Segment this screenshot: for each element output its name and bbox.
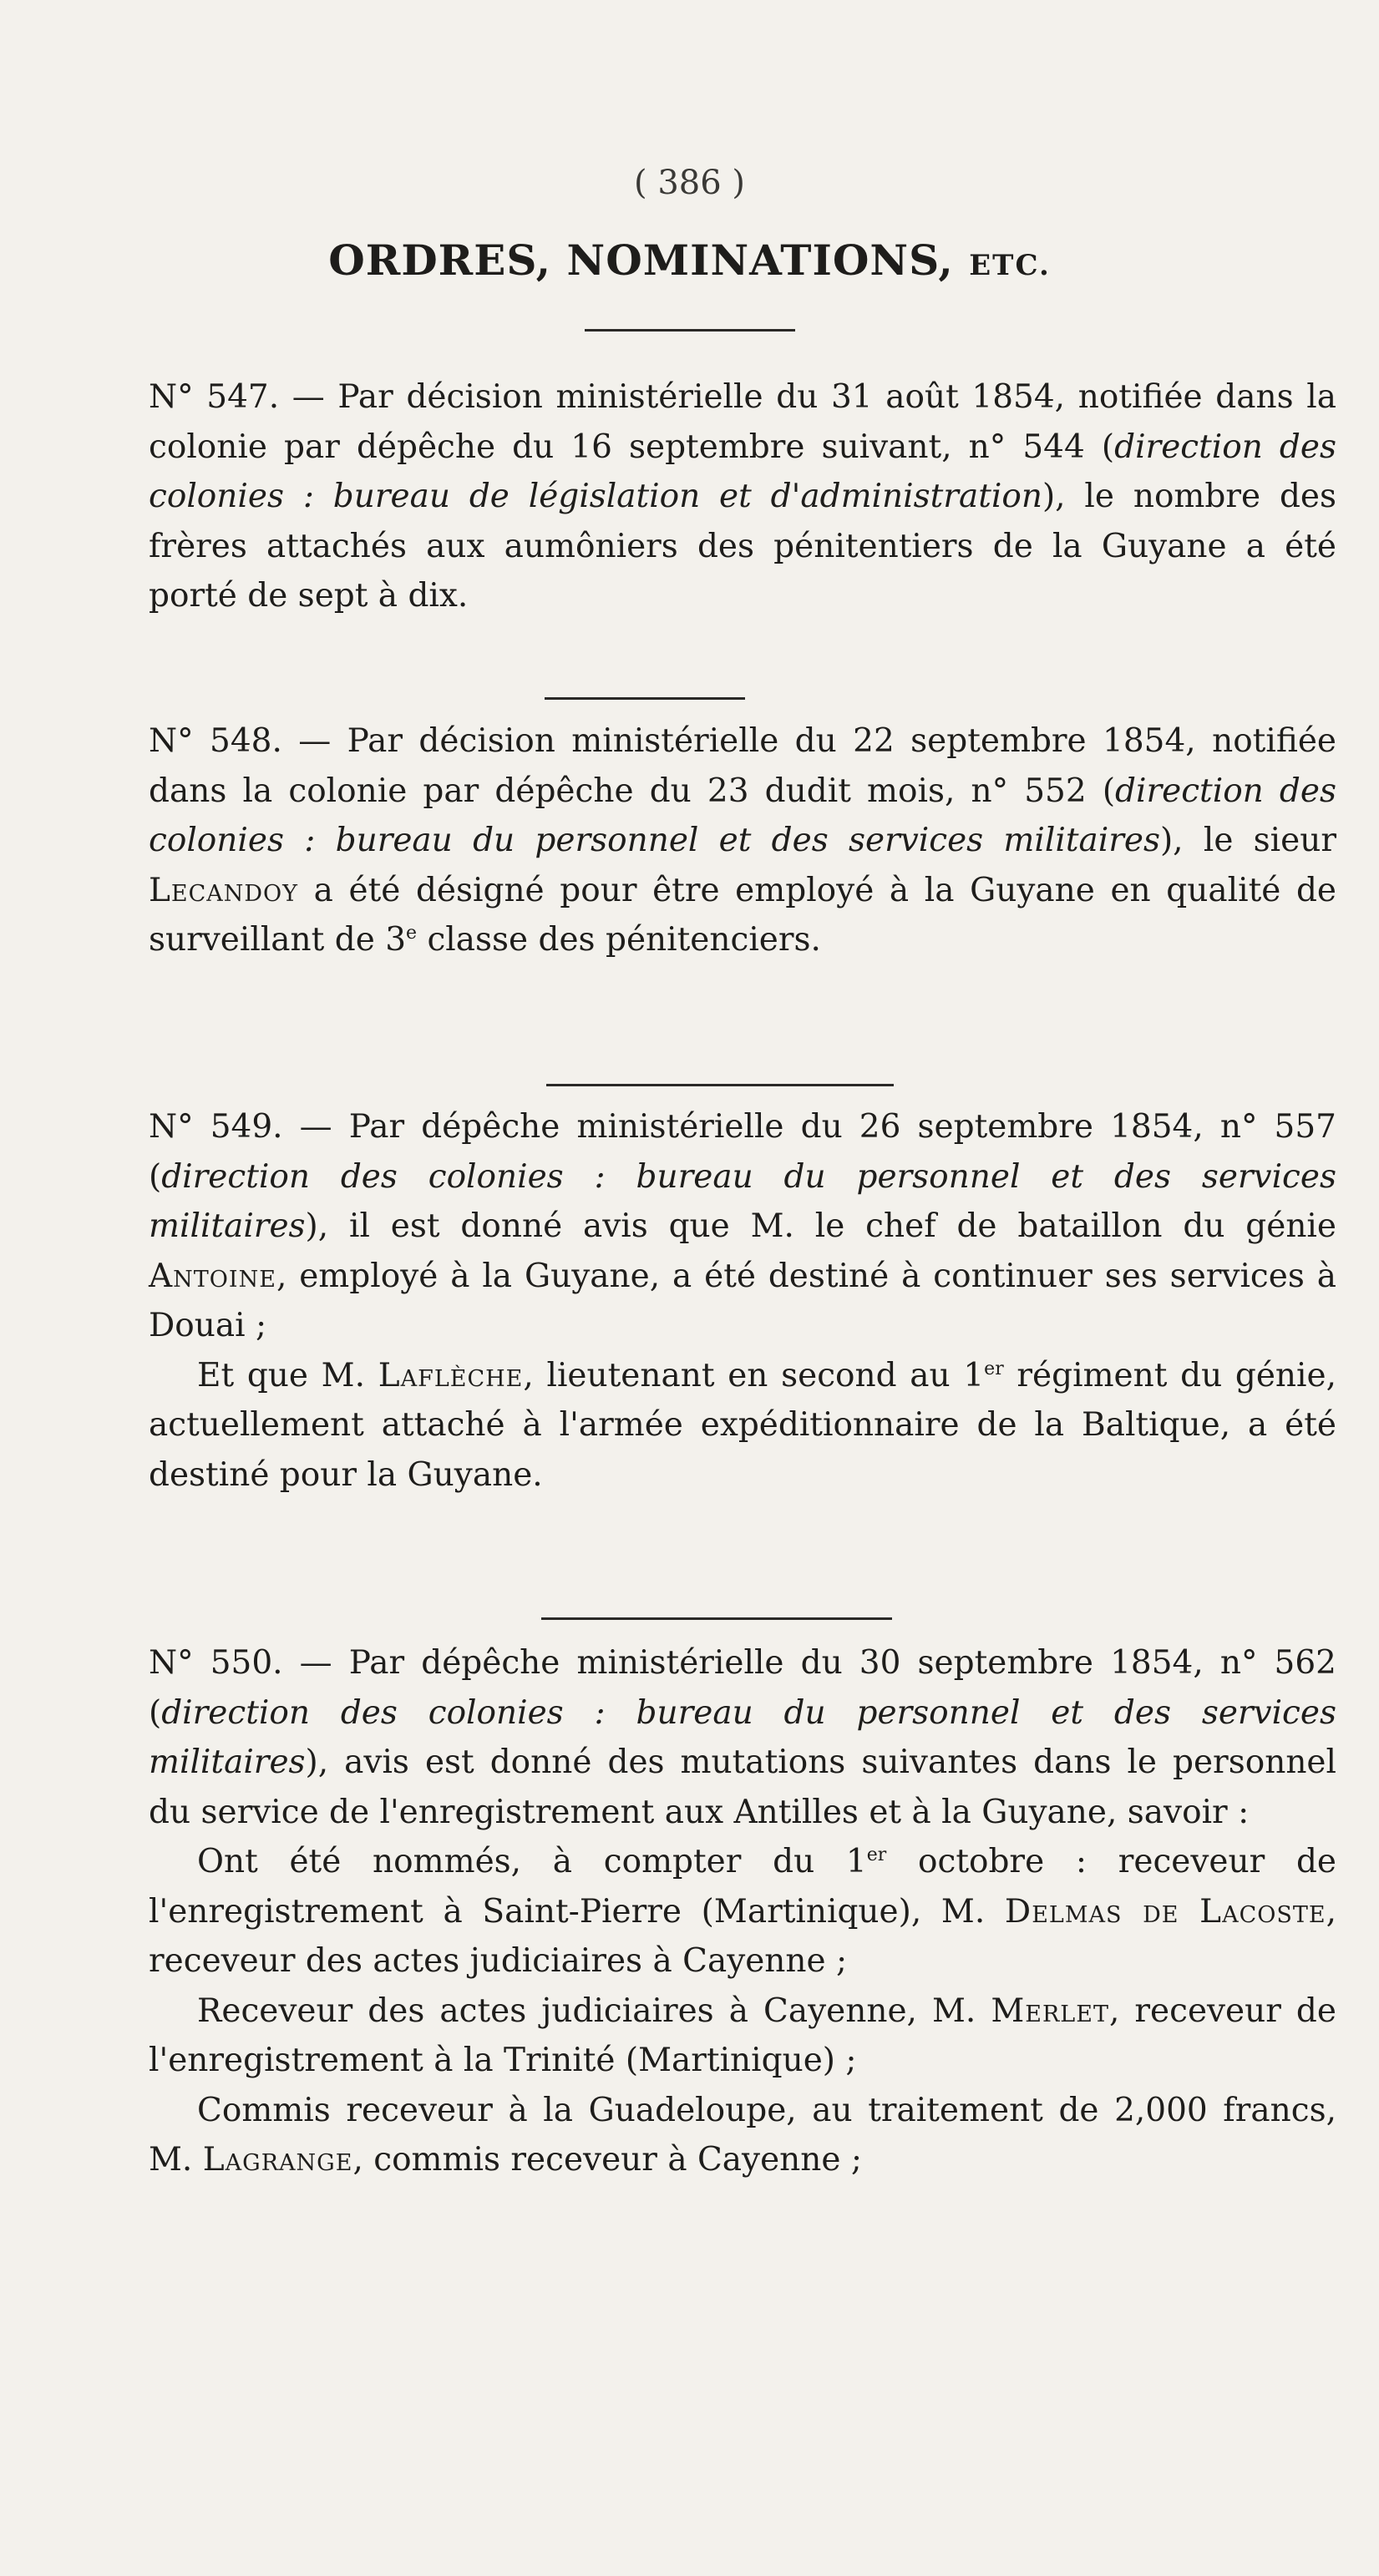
- separator-rule: [545, 697, 745, 700]
- text-run: ), le sieur: [1159, 822, 1336, 859]
- page-number: ( 386 ): [634, 164, 745, 202]
- text-run: , receveur de l'enregistrement à la Trinité (Martinique) ;: [149, 1991, 1336, 2079]
- person-name: Delmas de Lacoste: [1004, 1892, 1326, 1931]
- text-run: Receveur des actes judiciaires à Cayenne, M.: [197, 1991, 991, 2030]
- continuation-paragraph: [149, 1351, 1336, 1501]
- person-name: Lagrange: [202, 2141, 353, 2179]
- text-run: classe des pénitenciers.: [417, 921, 821, 959]
- direction-reference: direction des colonies : bureau du personnel et des services militaires: [149, 1157, 1336, 1245]
- text-run: N° 547. — Par décision ministérielle du 31 août 1854, notifiée dans la colonie par dépêche du 16 septembre suivant, n° 544 (: [149, 378, 1336, 466]
- direction-reference: direction des colonies : bureau du personnel et des services militaires: [149, 772, 1336, 859]
- text-run: ), avis est donné des mutations suivantes dans le personnel du service de l'enregistrement aux Antilles et à la Guyane, savoir :: [149, 1743, 1336, 1831]
- text-run: , employé à la Guyane, a été destiné à continuer ses services à Douai ;: [149, 1257, 1336, 1344]
- entry-paragraph: [149, 1102, 1336, 1351]
- section-heading: [0, 235, 1379, 285]
- ordinal-suffix: er: [984, 1358, 1004, 1379]
- entry-548: [149, 716, 1336, 965]
- continuation-paragraph: [149, 2086, 1336, 2185]
- direction-reference: direction des colonies : bureau du personnel et des services militaires: [149, 1693, 1336, 1781]
- text-run: N° 549. — Par dépêche ministérielle du 26 septembre 1854, n° 557 (: [149, 1108, 1336, 1196]
- continuation-paragraph: [149, 1837, 1336, 1986]
- text-run: ), le nombre des frères attachés aux aumôniers des pénitentiers de la Guyane a été porté de sept à dix.: [149, 478, 1337, 615]
- text-run: octobre : receveur de l'enregistrement à Saint-Pierre (Martinique), M.: [149, 1843, 1336, 1931]
- person-name: Merlet: [991, 1991, 1109, 2030]
- text-run: ), il est donné avis que M. le chef de bataillon du génie: [305, 1207, 1336, 1245]
- text-run: a été désigné pour être employé à la Guyane en qualité de surveillant de 3: [149, 871, 1336, 959]
- person-name: Lecandoy: [149, 871, 298, 909]
- person-name: Antoine: [149, 1257, 276, 1295]
- separator-rule: [541, 1617, 892, 1620]
- direction-reference: direction des colonies : bureau de législation et d'administration: [149, 428, 1336, 515]
- text-run: N° 548. — Par décision ministérielle du 22 septembre 1854, notifiée dans la colonie par dépêche du 23 dudit mois, n° 552 (: [149, 722, 1336, 810]
- ordinal-suffix: e: [406, 923, 418, 944]
- ordinal-suffix: er: [866, 1845, 887, 1865]
- entry-547: [149, 372, 1336, 621]
- separator-rule: [546, 1084, 894, 1086]
- heading-main: ORDRES, NOMINATIONS,: [328, 235, 954, 285]
- text-run: , receveur des actes judiciaires à Cayenne ;: [149, 1892, 1336, 1980]
- text-run: N° 550. — Par dépêche ministérielle du 30 septembre 1854, n° 562 (: [149, 1644, 1336, 1732]
- entry-paragraph: [149, 1638, 1336, 1837]
- entry-paragraph: [149, 372, 1336, 621]
- entry-550: [149, 1638, 1336, 2185]
- text-run: régiment du génie, actuellement attaché à l'armée expéditionnaire de la Baltique, a été destiné pour la Guyane.: [149, 1356, 1336, 1494]
- text-run: Ont été nommés, à compter du 1: [197, 1843, 867, 1880]
- heading-etc: ETC.: [969, 249, 1051, 282]
- text-run: Et que M.: [197, 1356, 378, 1394]
- entry-paragraph: [149, 716, 1336, 965]
- text-run: Commis receveur à la Guadeloupe, au traitement de 2,000 francs, M.: [149, 2091, 1336, 2179]
- separator-rule: [585, 329, 795, 331]
- entry-549: [149, 1102, 1336, 1500]
- person-name: Laflèche: [378, 1356, 524, 1394]
- text-run: , commis receveur à Cayenne ;: [352, 2141, 863, 2179]
- continuation-paragraph: [149, 1986, 1336, 2086]
- text-run: , lieutenant en second au 1: [523, 1356, 985, 1394]
